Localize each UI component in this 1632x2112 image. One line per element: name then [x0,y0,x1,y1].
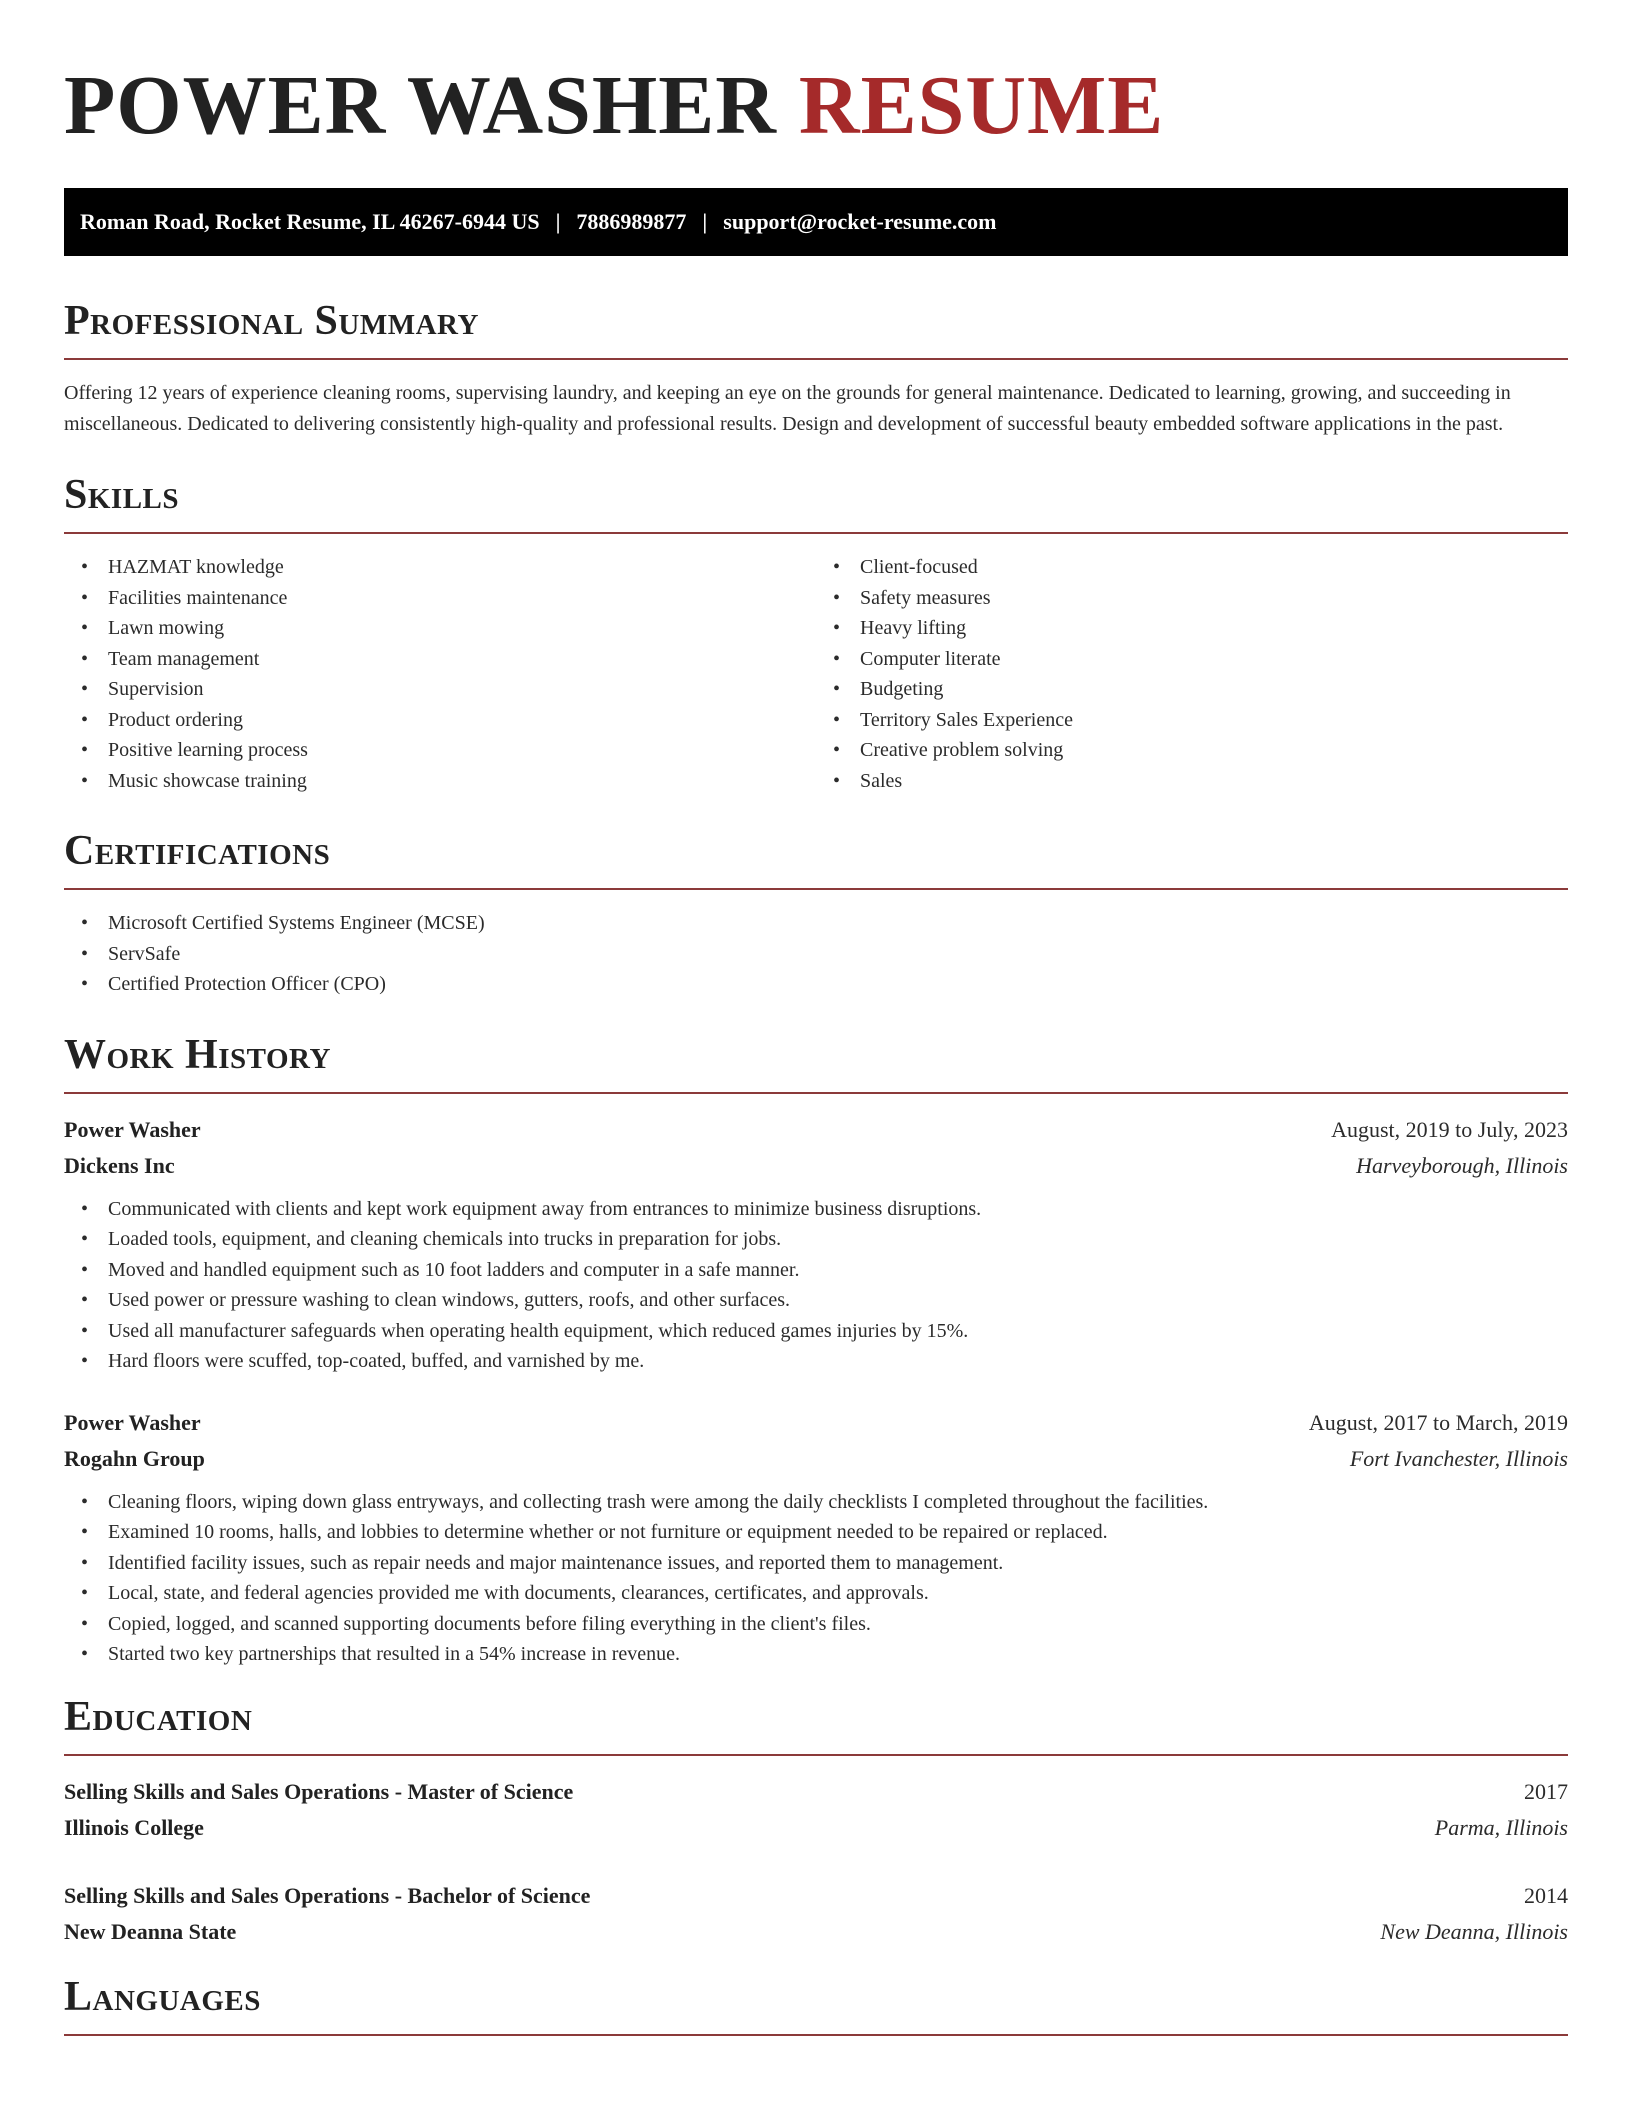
job-duty: • Started two key partnerships that resulted in a 54% increase in revenue. [64,1639,1568,1670]
skills-list-right [816,552,1568,796]
skill-item: • Heavy lifting [816,613,1568,644]
contact-email: support@rocket-resume.com [723,209,997,234]
skill-item: • Safety measures [816,583,1568,614]
education-entry [64,1878,1568,1950]
skill-item: • Lawn mowing [64,613,816,644]
certification-item: • Microsoft Certified Systems Engineer (MCSE) [64,908,1568,939]
education-section [64,1692,1568,1950]
skills-section [64,470,1568,796]
summary-heading: Professional Summary [64,298,479,344]
job-location: Fort Ivanchester, Illinois [1349,1445,1568,1471]
skills-columns [64,552,1568,796]
job-duty: • Cleaning floors, wiping down glass entryways, and collecting trash were among the daily checklists I completed throughout the facilities. [64,1487,1568,1518]
education-heading: Education [64,1693,253,1740]
contact-separator: | [702,209,708,234]
education-location: Parma, Illinois [1434,1814,1568,1840]
skill-item: • Facilities maintenance [64,583,816,614]
resume-title [64,58,1568,154]
job-entry [64,1405,1568,1670]
education-year: 2017 [1524,1778,1568,1804]
contact-bar [64,188,1568,256]
skill-item: • Computer literate [816,644,1568,675]
job-duty: • Used all manufacturer safeguards when operating health equipment, which reduced games injuries by 15%. [64,1316,1568,1347]
languages-heading: Languages [64,1973,261,2020]
job-company-row [64,1148,1568,1184]
job-dates: August, 2017 to March, 2019 [1308,1409,1568,1435]
job-entry [64,1112,1568,1377]
contact-address: Roman Road, Rocket Resume, IL 46267-6944 US [80,209,540,234]
skill-item: • Positive learning process [64,735,816,766]
education-school: Illinois College [64,1814,204,1840]
job-location: Harveyborough, Illinois [1356,1152,1568,1178]
education-degree-row [64,1878,1568,1914]
section-divider [64,888,1568,890]
job-duty: • Copied, logged, and scanned supporting documents before filing everything in the client's files. [64,1609,1568,1640]
job-company: Rogahn Group [64,1445,205,1471]
certification-item: • Certified Protection Officer (CPO) [64,969,1568,1000]
job-duties-list [64,1487,1568,1670]
contact-phone: 7886989877 [576,209,687,234]
skill-item: • Territory Sales Experience [816,705,1568,736]
education-degree-row [64,1774,1568,1810]
job-duty: • Hard floors were scuffed, top-coated, buffed, and varnished by me. [64,1346,1568,1377]
job-company: Dickens Inc [64,1152,175,1178]
skill-item: • Creative problem solving [816,735,1568,766]
section-divider [64,358,1568,360]
education-school-row [64,1810,1568,1846]
certifications-heading: Certifications [64,828,331,874]
section-divider [64,2034,1568,2036]
education-entry [64,1774,1568,1846]
skill-item: • Budgeting [816,674,1568,705]
skill-item: • Client-focused [816,552,1568,583]
section-divider [64,532,1568,534]
job-dates: August, 2019 to July, 2023 [1331,1116,1568,1142]
skill-item: • Sales [816,766,1568,797]
skill-item: • Supervision [64,674,816,705]
job-duty: • Examined 10 rooms, halls, and lobbies to determine whether or not furniture or equipment needed to be repaired or replaced. [64,1517,1568,1548]
work-history-heading: Work History [64,1031,331,1078]
summary-section [64,296,1568,440]
job-title: Power Washer [64,1116,201,1142]
job-duty: • Loaded tools, equipment, and cleaning chemicals into trucks in preparation for jobs. [64,1224,1568,1255]
title-main: POWER WASHER [64,59,777,152]
contact-separator: | [555,209,561,234]
certification-item: • ServSafe [64,939,1568,970]
skill-item: • Team management [64,644,816,675]
job-title: Power Washer [64,1409,201,1435]
job-title-row [64,1112,1568,1148]
certifications-section [64,826,1568,1000]
education-school: New Deanna State [64,1918,237,1944]
work-history-section [64,1030,1568,1670]
job-duties-list [64,1194,1568,1377]
job-duty: • Used power or pressure washing to clean windows, gutters, roofs, and other surfaces. [64,1285,1568,1316]
education-year: 2014 [1524,1882,1568,1908]
job-duty: • Moved and handled equipment such as 10 foot ladders and computer in a safe manner. [64,1255,1568,1286]
education-school-row [64,1914,1568,1950]
languages-section [64,1972,1568,2036]
skills-list-left [64,552,816,796]
skills-heading: Skills [64,472,180,518]
job-duty: • Local, state, and federal agencies provided me with documents, clearances, certificates, and approvals. [64,1578,1568,1609]
skill-item: • Music showcase training [64,766,816,797]
title-accent: RESUME [798,59,1165,152]
job-title-row [64,1405,1568,1441]
job-duty: • Identified facility issues, such as repair needs and major maintenance issues, and reported them to management. [64,1548,1568,1579]
education-location: New Deanna, Illinois [1380,1918,1568,1944]
education-degree: Selling Skills and Sales Operations - Master of Science [64,1778,574,1804]
summary-text: Offering 12 years of experience cleaning rooms, supervising laundry, and keeping an eye on the grounds for general maintenance. Dedicated to learning, growing, and succeeding in miscellaneous. Dedicated to delivering consistently high-quality and professional results. Design and development of successful beauty embedded software applications in the past. [64,382,1511,435]
skill-item: • Product ordering [64,705,816,736]
job-duty: • Communicated with clients and kept work equipment away from entrances to minimize business disruptions. [64,1194,1568,1225]
education-degree: Selling Skills and Sales Operations - Bachelor of Science [64,1882,591,1908]
certifications-list [64,908,1568,1000]
section-divider [64,1754,1568,1756]
job-company-row [64,1441,1568,1477]
skill-item: • HAZMAT knowledge [64,552,816,583]
section-divider [64,1092,1568,1094]
